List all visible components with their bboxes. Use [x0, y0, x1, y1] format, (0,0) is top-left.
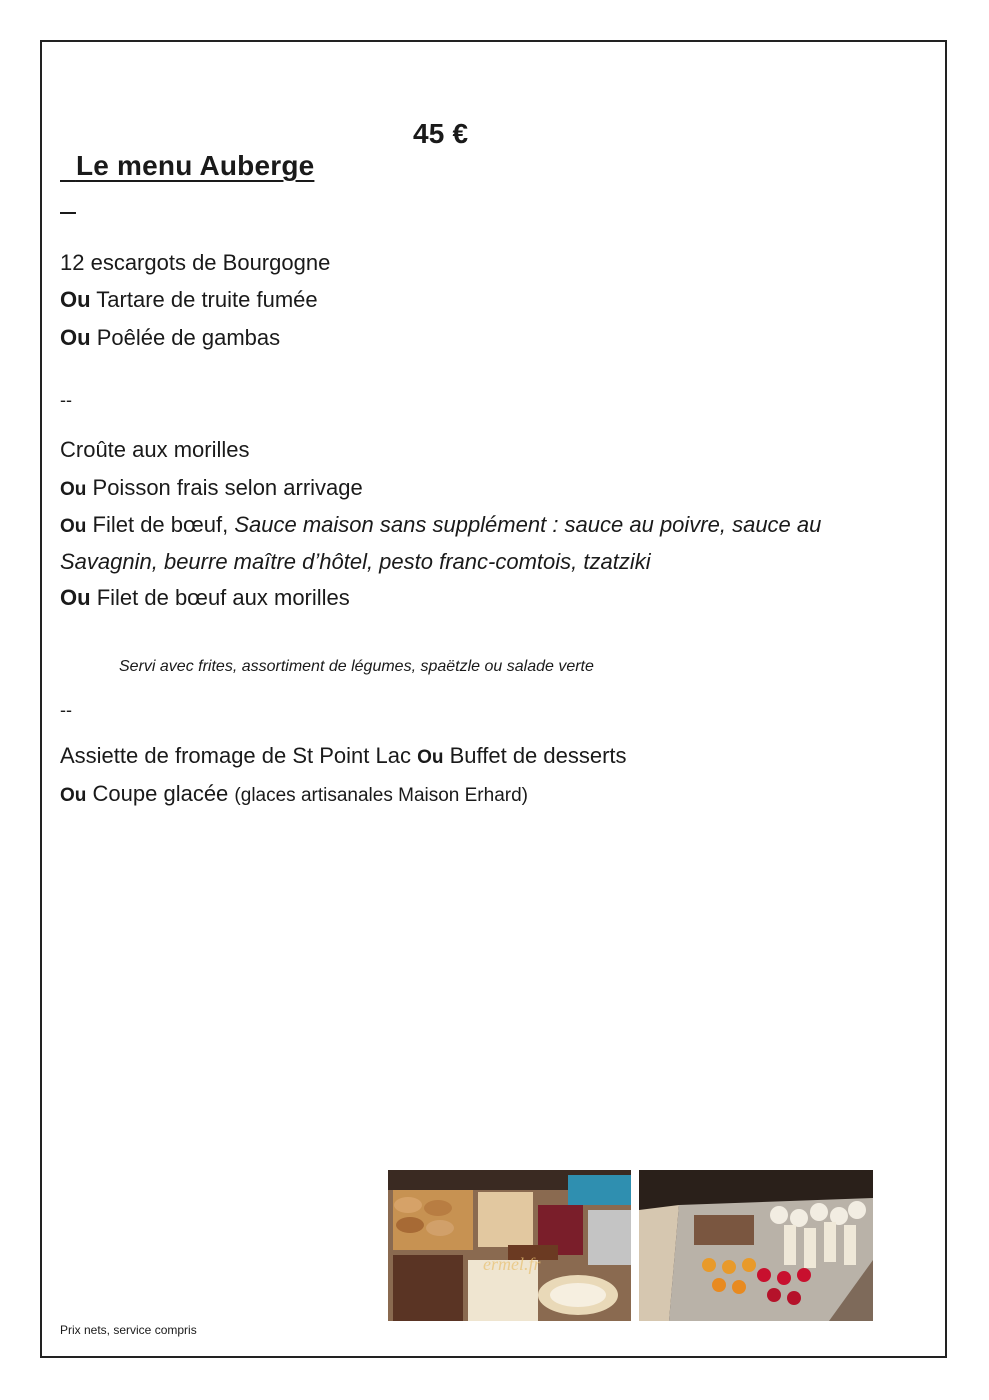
- sauce-options-line-2: Savagnin, beurre maître d’hôtel, pesto franc-comtois, tzatziki: [60, 549, 651, 574]
- entree-item-1-text: 12 escargots de Bourgogne: [60, 250, 331, 275]
- plat-item-3-text: Filet de bœuf,: [92, 512, 229, 537]
- entree-item-1: [60, 250, 330, 276]
- dessert-buffet-photo-drawing: [388, 1170, 631, 1321]
- section-separator: --: [60, 700, 72, 720]
- verrines-buffet-photo-drawing: [639, 1170, 873, 1321]
- or-label: Ou: [60, 785, 87, 806]
- entree-item-2: [60, 287, 318, 313]
- footer-note: Prix nets, service compris: [60, 1323, 197, 1337]
- plat-item-1: [60, 437, 250, 463]
- dessert-item-3: [60, 781, 528, 807]
- dessert-item-2-text: Buffet de desserts: [449, 743, 627, 768]
- entree-item-3-text: Poêlée de gambas: [96, 325, 281, 350]
- plat-item-1-text: Croûte aux morilles: [60, 437, 250, 462]
- or-label: Ou: [60, 325, 91, 350]
- dessert-item-3-detail: (glaces artisanales Maison Erhard): [234, 785, 528, 806]
- verrines-buffet-photo: [639, 1170, 873, 1321]
- dessert-item-3-text: Coupe glacée: [92, 781, 229, 806]
- page-frame: [40, 40, 947, 1358]
- or-label: Ou: [60, 516, 87, 537]
- entree-item-2-text: Tartare de truite fumée: [96, 287, 318, 312]
- dessert-item-1: [60, 743, 627, 769]
- entree-item-3: [60, 325, 280, 351]
- menu-title-name: Le menu Auberge: [75, 150, 315, 181]
- accompaniment-note: Servi avec frites, assortiment de légumes, spaëtzle ou salade verte: [119, 658, 594, 675]
- section-separator: --: [60, 390, 72, 410]
- plat-item-3: [60, 512, 821, 538]
- dessert-buffet-photo: [388, 1170, 631, 1321]
- menu-title-price: 45 €: [413, 118, 469, 149]
- plat-item-4-text: Filet de bœuf aux morilles: [96, 585, 350, 610]
- plat-item-2-text: Poisson frais selon arrivage: [92, 475, 363, 500]
- or-label: Ou: [417, 747, 444, 768]
- plat-item-4: [60, 585, 350, 611]
- dessert-item-1-text: Assiette de fromage de St Point Lac: [60, 743, 411, 768]
- photo-watermark: ermel.fr: [483, 1254, 541, 1274]
- or-label: Ou: [60, 585, 91, 610]
- or-label: Ou: [60, 479, 87, 500]
- plat-item-2: [60, 475, 363, 501]
- or-label: Ou: [60, 287, 91, 312]
- menu-title: [60, 118, 472, 214]
- sauce-options-line-1: Sauce maison sans supplément : sauce au poivre, sauce au: [234, 512, 822, 537]
